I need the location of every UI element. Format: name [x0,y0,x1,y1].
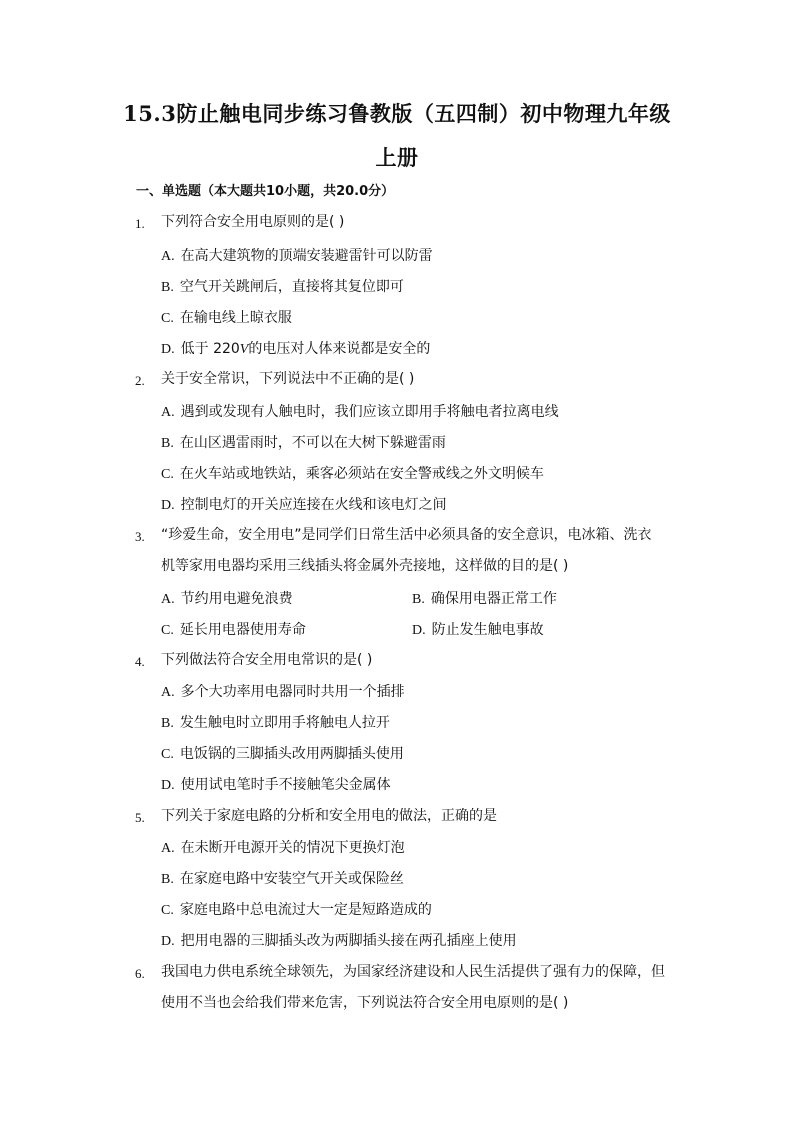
document-title-line2: 上册 [375,145,419,170]
option-b: B. 空气开关跳闸后，直接将其复位即可 [161,279,404,295]
question-text: 下列做法符合安全用电常识的是( ) [161,652,373,668]
option-b: B. 在家庭电路中安装空气开关或保险丝 [161,871,404,887]
option-d: D. 使用试电笔时手不接触笔尖金属体 [161,777,391,793]
question-text: 关于安全常识，下列说法中不正确的是( ) [161,371,415,387]
question-number: 5. [135,810,145,825]
option-d: D. 控制电灯的开关应连接在火线和该电灯之间 [161,497,447,513]
option-c: C. 延长用电器使用寿命 [161,622,306,638]
option-c: C. 在火车站或地铁站，乘客必须站在安全警戒线之外文明候车 [161,466,544,482]
option-a: A. 遇到或发现有人触电时，我们应该立即用手将触电者拉离电线 [161,404,559,420]
question-number: 2. [135,373,145,388]
option-a: A. 节约用电避免浪费 [161,591,293,607]
question-text-line2: 使用不当也会给我们带来危害，下列说法符合安全用电原则的是( ) [161,995,569,1011]
option-b: B. 在山区遇雷雨时，不可以在大树下躲避雷雨 [161,435,446,451]
option-b: B. 确保用电器正常工作 [412,591,557,607]
question-text: 下列关于家庭电路的分析和安全用电的做法，正确的是 [161,808,497,824]
question-text: 下列符合安全用电原则的是( ) [161,214,345,230]
option-b: B. 发生触电时立即用手将触电人拉开 [161,715,390,731]
question-number: 1. [135,216,145,231]
question-number: 3. [135,529,145,544]
document-title-line1: 15.3防止触电同步练习鲁教版（五四制）初中物理九年级 [123,101,671,126]
option-d: D. 把用电器的三脚插头改为两脚插头接在两孔插座上使用 [161,933,517,949]
option-a: A. 多个大功率用电器同时共用一个插排 [161,684,405,700]
option-a: A. 在高大建筑物的顶端安装避雷针可以防雷 [161,248,433,264]
option-d: D. 低于 220V的电压对人体来说都是安全的 [161,341,431,357]
question-number: 6. [135,966,145,981]
question-number: 4. [135,654,145,669]
question-text-line2: 机等家用电器均采用三线插头将金属外壳接地，这样做的目的是( ) [161,558,569,574]
option-c: C. 电饭锅的三脚插头改用两脚插头使用 [161,746,404,762]
option-c: C. 在输电线上晾衣服 [161,310,292,326]
option-c: C. 家庭电路中总电流过大一定是短路造成的 [161,902,432,918]
option-d: D. 防止发生触电事故 [412,622,544,638]
question-text-line1: “珍爱生命，安全用电”是同学们日常生活中必须具备的安全意识，电冰箱、洗衣 [161,527,652,543]
option-a: A. 在未断开电源开关的情况下更换灯泡 [161,840,405,856]
question-text-line1: 我国电力供电系统全球领先，为国家经济建设和人民生活提供了强有力的保障，但 [161,964,665,980]
section-heading: 一、单选题（本大题共10小题，共20.0分） [136,184,395,199]
